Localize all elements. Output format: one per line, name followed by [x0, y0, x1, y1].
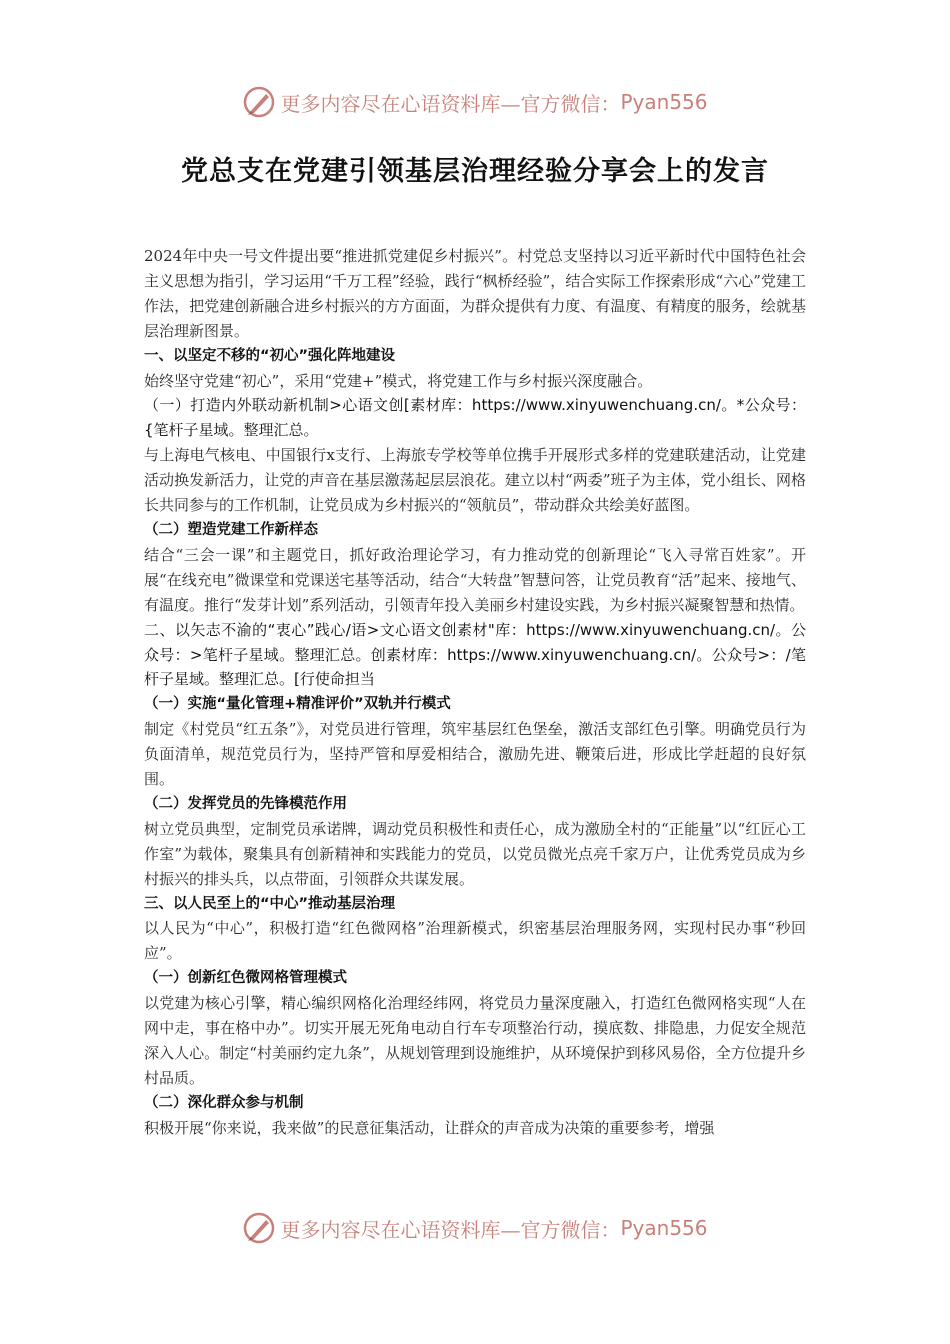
- section-heading-with-watermark: 二、以矢志不渝的“衷心”践心/语>文心语文创素材"库：https://www.xinyuwenchuang.cn/。公众号：>笔杆子星域。整理汇总。创素材库：https://www.xinyuwenchuang.cn/。公众号>：/笔杆子星域。整理汇总。[行使命担当: [144, 620, 806, 689]
- document-body: [144, 244, 806, 1141]
- section-heading: 三、以人民至上的“中心”推动基层治理: [144, 895, 396, 912]
- paragraph: 始终坚守党建“初心”，采用“党建+”模式，将党建工作与乡村振兴深度融合。: [144, 371, 653, 390]
- paragraph: 积极开展“你来说，我来做”的民意征集活动，让群众的声音成为决策的重要参考，增强: [144, 1118, 715, 1137]
- banner-text: 更多内容尽在心语资料库—官方微信：: [280, 91, 621, 116]
- subsection-heading: （一）创新红色微网格管理模式: [144, 970, 347, 987]
- document-title: 党总支在党建引领基层治理经验分享会上的发言: [181, 156, 769, 187]
- paragraph: 以党建为核心引擎，精心编织网格化治理经纬网，将党员力量深度融入，打造红色微网格实现“人在网中走，事在格中办”。切实开展无死角电动自行车专项整治行动，摸底数、排隐患，力促安全规范深入人心。制定“村美丽约定九条”，从规划管理到设施维护，从环境保护到移风易俗，全方位提升乡村品质。: [144, 994, 806, 1087]
- banner-wechat-id: Pyan556: [620, 90, 708, 114]
- pen-logo-icon: [242, 1211, 276, 1245]
- paragraph: 与上海电气核电、中国银行x支行、上海旅专学校等单位携手开展形式多样的党建联建活动，让党建活动换发新活力，让党的声音在基层激荡起层层浪花。建立以村“两委”班子为主体，党小组长、网格长共同参与的工作机制，让党员成为乡村振兴的“领航员”，带动群众共绘美好蓝图。: [144, 446, 806, 515]
- subsection-heading: （二）深化群众参与机制: [144, 1094, 304, 1111]
- subsection-heading-with-watermark: （一）打造内外联动新机制>心语文创[素材库：https://www.xinyuwenchuang.cn/。*公众号：{笔杆子星域。整理汇总。: [144, 396, 806, 440]
- header-watermark-banner: [0, 82, 950, 122]
- subsection-heading: （一）实施“量化管理+精准评价”双轨并行模式: [144, 696, 451, 713]
- paragraph: 结合“三会一课”和主题党日，抓好政治理论学习，有力推动党的创新理论“飞入寻常百姓家”。开展“在线充电”微课堂和党课送宅基等活动，结合“大转盘”智慧问答，让党员教育“活”起来、接地气、有温度。推行“发芽计划”系列活动，引领青年投入美丽乡村建设实践，为乡村振兴凝聚智慧和热情。: [144, 545, 806, 614]
- paragraph: 制定《村党员“红五条”》，对党员进行管理，筑牢基层红色堡垒，激活支部红色引擎。明确党员行为负面清单，规范党员行为，坚持严管和厚爱相结合，激励先进、鞭策后进，形成比学赶超的良好氛围。: [144, 720, 806, 789]
- paragraph: 以人民为“中心”，积极打造“红色微网格”治理新模式，织密基层治理服务网，实现村民办事“秒回应”。: [144, 919, 806, 963]
- banner-wechat-id: Pyan556: [620, 1216, 708, 1240]
- paragraph: 2024年中央一号文件提出要“推进抓党建促乡村振兴”。村党总支坚持以习近平新时代中国特色社会主义思想为指引，学习运用“千万工程”经验，践行“枫桥经验”，结合实际工作探索形成“六心”党建工作法，把党建创新融合进乡村振兴的方方面面，为群众提供有力度、有温度、有精度的服务，绘就基层治理新图景。: [144, 247, 806, 340]
- subsection-heading: （二）塑造党建工作新样态: [144, 521, 318, 538]
- banner-text: 更多内容尽在心语资料库—官方微信：: [280, 1217, 621, 1242]
- section-heading: 一、以坚定不移的“初心”强化阵地建设: [144, 347, 396, 364]
- paragraph: 树立党员典型，定制党员承诺牌，调动党员积极性和责任心，成为激励全村的“正能量”以“红匠心工作室”为载体，聚集具有创新精神和实践能力的党员，以党员微光点亮千家万户，让优秀党员成为乡村振兴的排头兵，以点带面，引领群众共谋发展。: [144, 819, 806, 888]
- pen-logo-icon: [242, 85, 276, 119]
- subsection-heading: （二）发挥党员的先锋模范作用: [144, 795, 347, 812]
- footer-watermark-banner: [0, 1208, 950, 1248]
